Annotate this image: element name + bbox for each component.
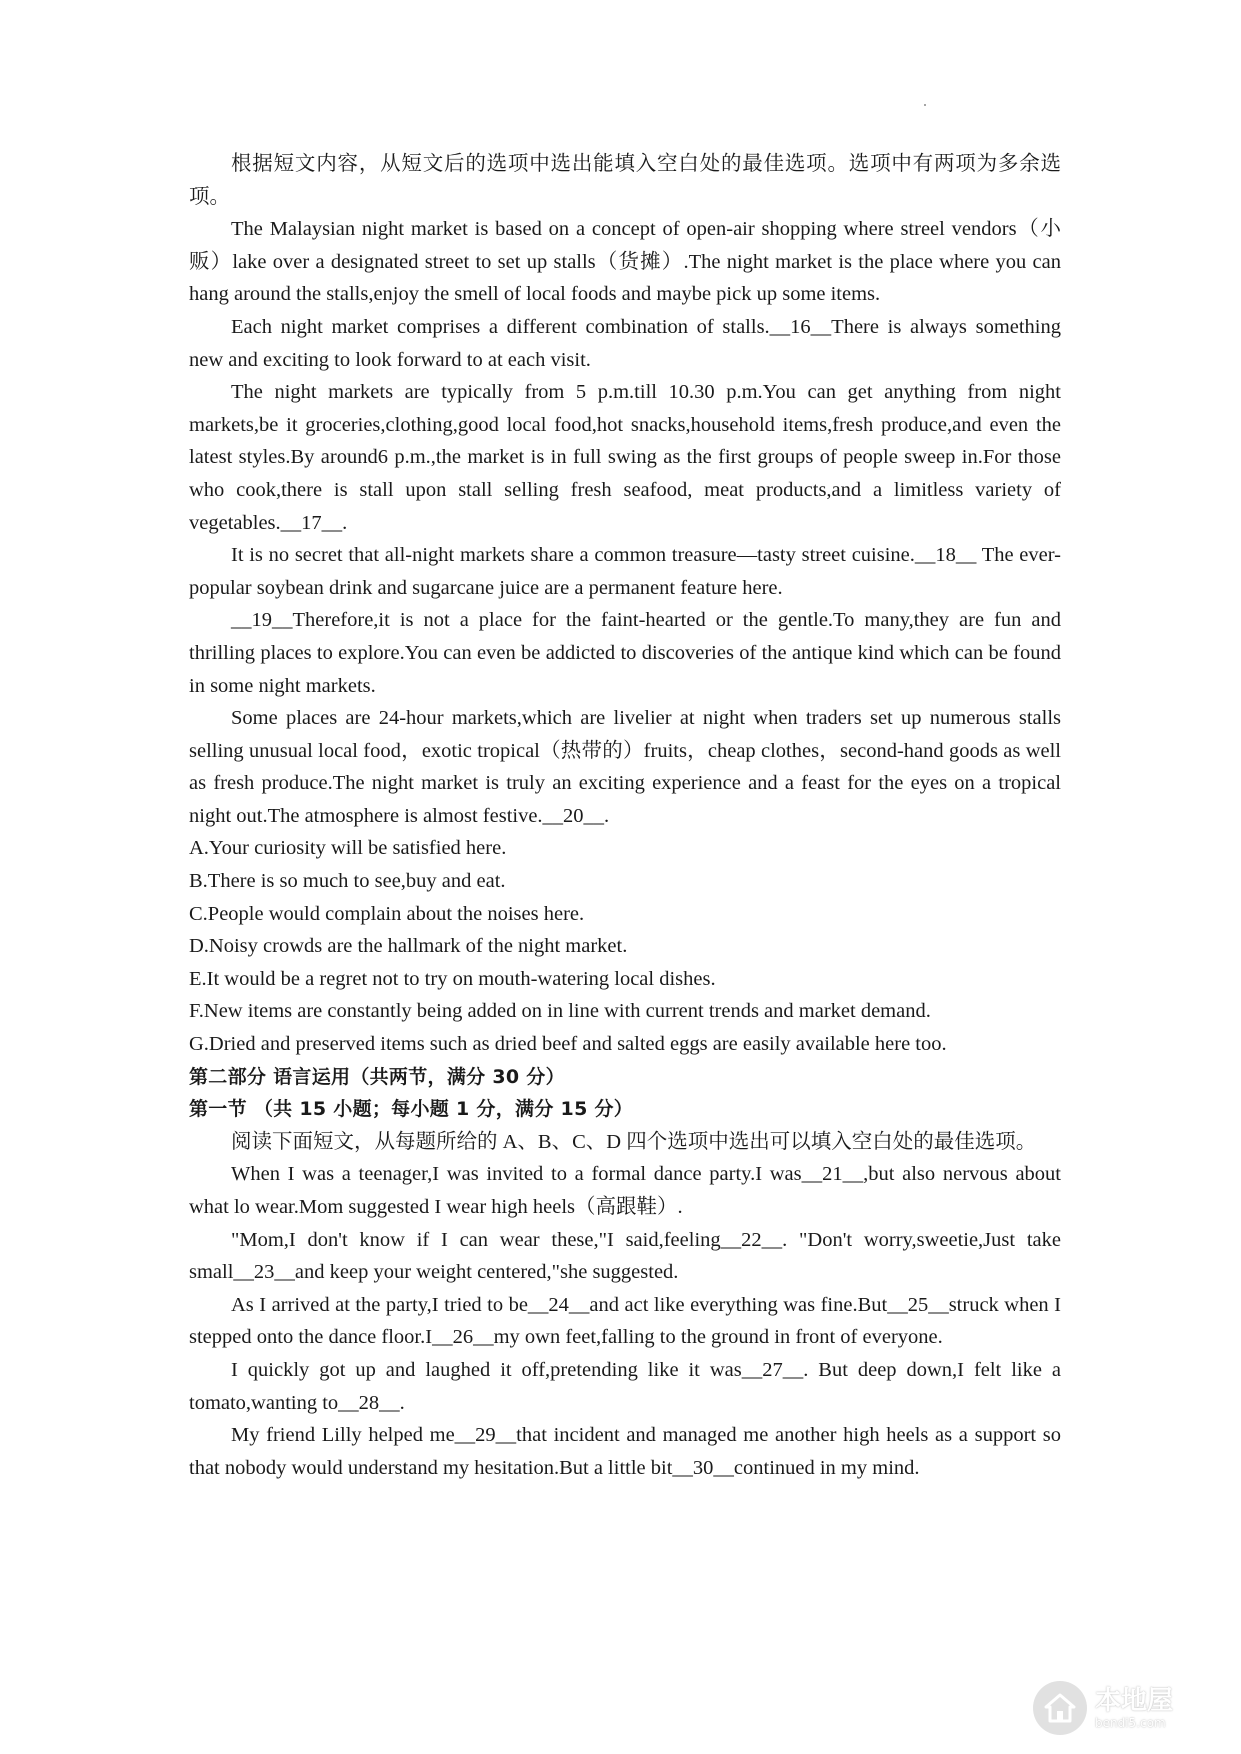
option-g: G.Dried and preserved items such as dried beef and salted eggs are easily available here too. <box>189 1033 947 1056</box>
passage-one-paragraph: The Malaysian night market is based on a concept of open-air shopping where streel vendors（小贩）lake over a designated street to set up stalls（货摊）.The night market is the place where you can hang around the stalls,enjoy the smell of local foods and maybe pick up some items. <box>189 218 1061 306</box>
passage-one-instruction: 根据短文内容，从短文后的选项中选出能填入空白处的最佳选项。选项中有两项为多余选项。 <box>189 153 1061 208</box>
passage-one-paragraph: It is no secret that all-night markets share a common treasure—tasty street cuisine.__18__ The ever-popular soybean drink and sugarcane juice are a permanent feature here. <box>189 544 1061 599</box>
option-f: F.New items are constantly being added on in line with current trends and market demand. <box>189 1000 931 1023</box>
watermark-url: bendi5.com <box>1095 1716 1166 1730</box>
option-e: E.It would be a regret not to try on mouth-watering local dishes. <box>189 967 716 990</box>
cloze-paragraph: As I arrived at the party,I tried to be__24__and act like everything was fine.But__25__struck when I stepped onto the dance floor.I__26__my own feet,falling to the ground in front of everyone. <box>189 1293 1061 1349</box>
watermark-name: 本地屋 <box>1095 1686 1174 1716</box>
site-watermark <box>1033 1676 1223 1740</box>
option-d: D.Noisy crowds are the hallmark of the night market. <box>189 935 628 958</box>
cloze-paragraph: "Mom,I don't know if I can wear these,"I said,feeling__22__. "Don't worry,sweetie,Just take small__23__and keep your weight centered,"she suggested. <box>189 1228 1061 1284</box>
cloze-paragraph: When I was a teenager,I was invited to a formal dance party.I was__21__,but also nervous about what lo wear.Mom suggested I wear high heels（高跟鞋）. <box>189 1163 1061 1218</box>
cloze-paragraph: My friend Lilly helped me__29__that incident and managed me another high heels as a support so that nobody would understand my hesitation.But a little bit__30__continued in my mind. <box>189 1424 1061 1479</box>
cloze-paragraph: I quickly got up and laughed it off,pretending like it was__27__. But deep down,I felt like a tomato,wanting to__28__. <box>189 1358 1061 1414</box>
scan-dot <box>924 104 926 106</box>
section-one-heading: 第一节 （共 15 小题；每小题 1 分，满分 15 分） <box>189 1098 634 1121</box>
passage-one-paragraph: Each night market comprises a different combination of stalls.__16__There is always something new and exciting to look forward to at each visit. <box>189 315 1061 371</box>
option-c: C.People would complain about the noises here. <box>189 902 585 925</box>
passage-one-paragraph: The night markets are typically from 5 p.m.till 10.30 p.m.You can get anything from night markets,be it groceries,clothing,good local food,hot snacks,household items,fresh produce,and even the latest styles.By around6 p.m.,the market is in full swing as the first groups of people sweep in.For those who cook,there is stall upon stall selling fresh seafood, meat products,and a limitless variety of vegetables.__17__. <box>189 381 1061 534</box>
house-icon <box>1033 1681 1087 1735</box>
passage-one-paragraph: __19__Therefore,it is not a place for the faint-hearted or the gentle.To many,they are fun and thrilling places to explore.You can even be addicted to discoveries of the antique kind which can be found in some night markets. <box>189 609 1061 697</box>
part-two-heading: 第二部分 语言运用（共两节，满分 30 分） <box>189 1065 565 1088</box>
part-two-instruction: 阅读下面短文，从每题所给的 A、B、C、D 四个选项中选出可以填入空白处的最佳选项。 <box>231 1130 1037 1153</box>
option-b: B.There is so much to see,buy and eat. <box>189 870 506 893</box>
passage-one-paragraph: Some places are 24-hour markets,which are livelier at night when traders set up numerous stalls selling unusual local food，exotic tropical（热带的）fruits，cheap clothes，second-hand goods as well as fresh produce.The night market is truly an exciting experience and a feast for the eyes on a tropical night out.The atmosphere is almost festive.__20__. <box>189 707 1061 827</box>
option-a: A.Your curiosity will be satisfied here. <box>189 837 507 860</box>
exam-page <box>189 148 1061 1484</box>
